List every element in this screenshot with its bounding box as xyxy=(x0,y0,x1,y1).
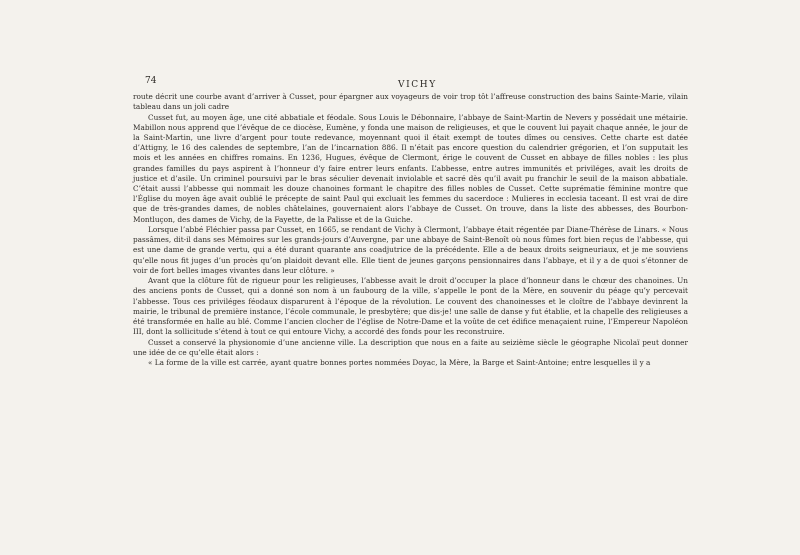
running-title: VICHY xyxy=(398,80,437,90)
paragraph-3: Lorsque l’abbé Fléchier passa par Cusset, en 1665, se rendant de Vichy à Clermont, l’abbaye était régentée par Diane-Thérèse de Linars. « Nous passâmes, dit-il dans ses Mémoires sur les grands-jours d’Auvergne, par une abbaye de Saint-Benoît où nous fûmes fort bien reçus de l’abbesse, qui est une dame de grande vertu, qui a été durant quarante ans coadjutrice de la précédente. Elle a de beaux droits seigneuriaux, et je me souviens qu’elle nous fit juges d’un procès qu’on plaidoit devant elle. Elle tient de jeunes garçons pensionnaires dans l’abbaye, et il y a de quoi s’étonner de voir de fort belles images vivantes dans leur clôture. » xyxy=(133,225,688,275)
page-number: 74 xyxy=(145,76,157,86)
paragraph-2: Cusset fut, au moyen âge, une cité abbatiale et féodale. Sous Louis le Débonnaire, l’abbaye de Saint-Martin de Nevers y possédait une métairie. Mabillon nous apprend que l’évêque de ce diocèse, Eumène, y fonda une maison de religieuses, et que le couvent lui payait chaque année, le jour de la Saint-Martin, une livre d’argent pour toute redevance, moyennant quoi il était exempt de toutes dîmes ou censives. Cette charte est datée d’Attigny, le 16 des calendes de septembre, l’an de l’incarnation 886. Il n’était pas encore question du calendrier grégorien, et l’on supputait les mois et les années en chiffres romains. En 1236, Hugues, évêque de Clermont, érige le couvent de Cusset en abbaye de filles nobles : les plus grandes familles du pays aspirent à l’honneur d’y faire entrer leurs enfants. L’abbesse, entre autres immunités et priviléges, avait les droits de justice et d’asile. Un criminel poursuivi par le bras séculier devenait inviolable et sacré dès qu’il avait pu franchir le seuil de la maison abbatiale. C’était aussi l’abbesse qui nommait les douze chanoines formant le chapitre des filles nobles de Cusset. Cette suprématie féminine montre que l’Église du moyen âge avait oublié le précepte de saint Paul qui excluait les femmes du sacerdoce : Mulieres in ecclesia taceant. Il est vrai de dire que de très-grandes dames, de nobles châtelaines, gouvernaient alors l’abbaye de Cusset. On trouve, dans la liste des abbesses, des Bourbon-Montluçon, des dames de Vichy, de la Fayette, de la Palisse et de la Guiche. xyxy=(133,112,688,224)
paragraph-4: Avant que la clôture fût de rigueur pour les religieuses, l’abbesse avait le droit d’occuper la place d’honneur dans le chœur des chanoines. Un des anciens ponts de Cusset, qui a donné son nom à un faubourg de la ville, s’appelle le pont de la Mère, en souvenir du péage qu’y percevait l’abbesse. Tous ces priviléges féodaux disparurent à l’époque de la révolution. Le couvent des chanoinesses et le cloître de l’abbaye devinrent la mairie, le tribunal de première instance, l’école communale, le presbytère; que dis-je! une salle de danse y fut établie, et la chapelle des religieuses a été transformée en halle au blé. Comme l’ancien clocher de l’église de Notre-Dame et la voûte de cet édifice menaçaient ruine, l’Empereur Napoléon III, dont la sollicitude s’étend à tout ce qui entoure Vichy, a accordé des fonds pour les reconstruire. xyxy=(133,276,688,337)
body-text xyxy=(133,92,688,369)
paragraph-6: « La forme de la ville est carrée, ayant quatre bonnes portes nommées Doyac, la Mère, la Barge et Saint-Antoine; entre lesquelles il y a xyxy=(148,358,651,368)
paragraph-5: Cusset a conservé la physionomie d’une ancienne ville. La description que nous en a faite au seizième siècle le géographe Nicolaï peut donner une idée de ce qu’elle était alors : xyxy=(133,337,688,357)
paragraph-1: route décrit une courbe avant d’arriver à Cusset, pour épargner aux voyageurs de voir trop tôt l’affreuse construction des bains Sainte-Marie, vilain tableau dans un joli cadre xyxy=(133,92,688,112)
